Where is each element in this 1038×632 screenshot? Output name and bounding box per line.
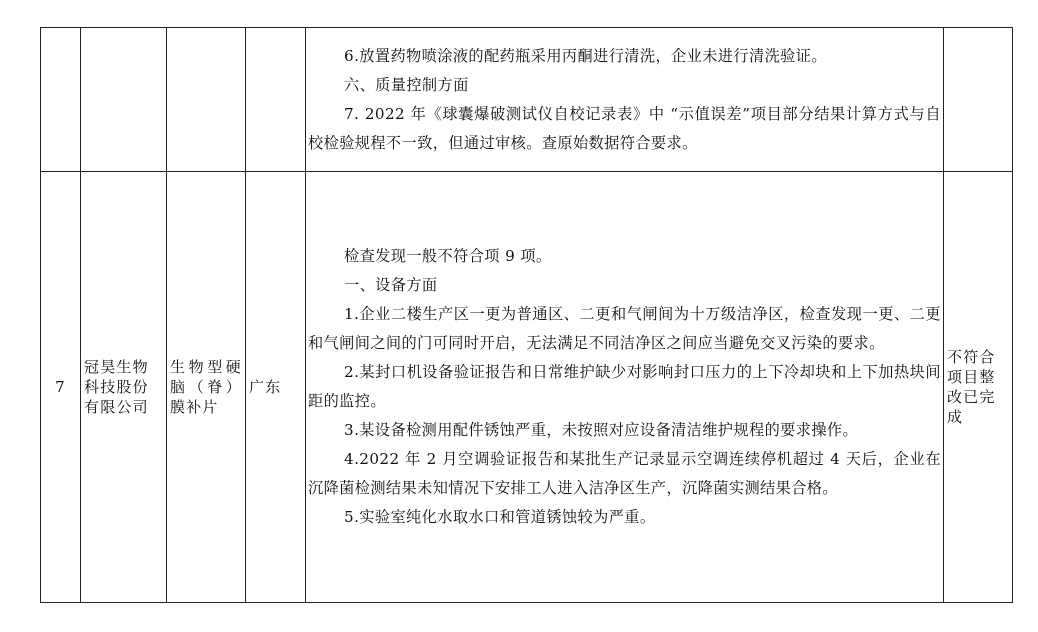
inspection-table xyxy=(40,27,1013,603)
region-name: 广东 xyxy=(249,378,282,396)
cell-product xyxy=(167,172,246,603)
cell-number-empty xyxy=(41,28,81,172)
cell-product-empty xyxy=(167,28,246,172)
cell-company xyxy=(81,172,167,603)
issue-paragraph: 7. 2022 年《球囊爆破测试仪自校记录表》中 “示值误差”项目部分结果计算方式与自校检验规程不一致，但通过审核。查原始数据符合要求。 xyxy=(308,104,941,152)
cell-company-empty xyxy=(81,28,167,172)
issue-paragraph: 4.2022 年 2 月空调验证报告和某批生产记录显示空调连续停机超过 4 天后，企业在沉降菌检测结果未知情况下安排工人进入洁净区生产，沉降菌实测结果合格。 xyxy=(308,450,941,497)
issue-paragraph: 3.某设备检测用配件锈蚀严重，未按照对应设备清洁维护规程的要求操作。 xyxy=(344,421,859,439)
issue-paragraph: 6.放置药物喷涂液的配药瓶采用丙酮进行清洗，企业未进行清洗验证。 xyxy=(344,46,827,65)
table-row-7 xyxy=(41,172,1013,603)
issue-section-heading: 六、质量控制方面 xyxy=(344,75,469,94)
cell-issues xyxy=(306,172,944,603)
rectification-status: 不符合项目整改已完成 xyxy=(947,348,996,426)
cell-region xyxy=(246,172,306,603)
cell-status xyxy=(944,172,1013,603)
issue-paragraph: 2.某封口机设备验证报告和日常维护缺少对影响封口压力的上下冷却块和上下加热块间距的监控。 xyxy=(308,363,941,410)
row-number: 7 xyxy=(55,378,66,396)
product-name: 生物型硬脑（脊）膜补片 xyxy=(170,358,242,416)
cell-region-empty xyxy=(246,28,306,172)
issue-paragraph: 5.实验室纯化水取水口和管道锈蚀较为严重。 xyxy=(344,508,656,526)
issue-summary: 检查发现一般不符合项 9 项。 xyxy=(344,247,552,265)
company-name: 冠昊生物科技股份有限公司 xyxy=(84,358,149,416)
cell-issues-continued xyxy=(306,28,944,172)
issue-paragraph: 1.企业二楼生产区一更为普通区、二更和气闸间为十万级洁净区，检查发现一更、二更和气闸间之间的门可同时开启，无法满足不同洁净区之间应当避免交叉污染的要求。 xyxy=(308,305,941,352)
cell-number xyxy=(41,172,81,603)
cell-status-empty xyxy=(944,28,1013,172)
table-row-continued xyxy=(41,28,1013,172)
issue-section-heading: 一、设备方面 xyxy=(344,276,438,294)
